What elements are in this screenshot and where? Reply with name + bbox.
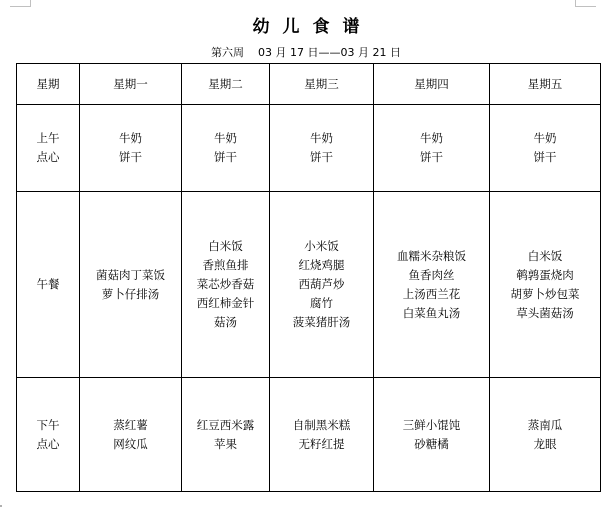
date-range: 03 月 17 日——03 月 21 日 <box>258 46 401 59</box>
cell-morning-snack-monday: 牛奶 饼干 <box>80 105 182 192</box>
table-row-lunch <box>17 192 601 378</box>
cell-lunch-wednesday: 小米饭 红烧鸡腿 西葫芦炒 腐竹 菠菜猪肝汤 <box>270 192 374 378</box>
week-label: 第六周 <box>211 46 245 59</box>
cell-lunch-monday: 菌菇肉丁菜饭 萝卜仔排汤 <box>80 192 182 378</box>
header-cell-wednesday: 星期三 <box>270 64 374 105</box>
document-title: 幼儿食谱 <box>252 17 373 37</box>
cell-afternoon-snack-thursday: 三鲜小馄饨 砂糖橘 <box>374 378 490 492</box>
cell-morning-snack-tuesday: 牛奶 饼干 <box>182 105 270 192</box>
header-cell-monday: 星期一 <box>80 64 182 105</box>
cell-lunch-tuesday: 白米饭 香煎鱼排 菜芯炒香菇 西红柿金针 菇汤 <box>182 192 270 378</box>
document-subtitle <box>0 44 612 60</box>
row-label-morning-snack: 上午 点心 <box>17 105 80 192</box>
cell-morning-snack-thursday: 牛奶 饼干 <box>374 105 490 192</box>
menu-table <box>16 63 601 492</box>
cell-lunch-thursday: 血糯米杂粮饭 鱼香肉丝 上汤西兰花 白菜鱼丸汤 <box>374 192 490 378</box>
cell-lunch-friday: 白米饭 鹌鹑蛋烧肉 胡萝卜炒包菜 草头菌菇汤 <box>490 192 601 378</box>
header-row <box>17 64 601 105</box>
cell-afternoon-snack-monday: 蒸红薯 网纹瓜 <box>80 378 182 492</box>
cell-afternoon-snack-wednesday: 自制黑米糕 无籽红提 <box>270 378 374 492</box>
cell-morning-snack-wednesday: 牛奶 饼干 <box>270 105 374 192</box>
table-row-morning-snack <box>17 105 601 192</box>
header-cell-friday: 星期五 <box>490 64 601 105</box>
header-cell-weekday: 星期 <box>17 64 80 105</box>
cell-morning-snack-friday: 牛奶 饼干 <box>490 105 601 192</box>
page-corner-mark-top-right <box>575 0 596 7</box>
header-cell-tuesday: 星期二 <box>182 64 270 105</box>
header-cell-thursday: 星期四 <box>374 64 490 105</box>
table-row-afternoon-snack <box>17 378 601 492</box>
row-label-lunch: 午餐 <box>17 192 80 378</box>
row-label-afternoon-snack: 下午 点心 <box>17 378 80 492</box>
cell-afternoon-snack-tuesday: 红豆西米露 苹果 <box>182 378 270 492</box>
page-corner-mark-top-left <box>10 0 31 7</box>
page-corner-mark-bottom-left <box>0 505 2 507</box>
cell-afternoon-snack-friday: 蒸南瓜 龙眼 <box>490 378 601 492</box>
